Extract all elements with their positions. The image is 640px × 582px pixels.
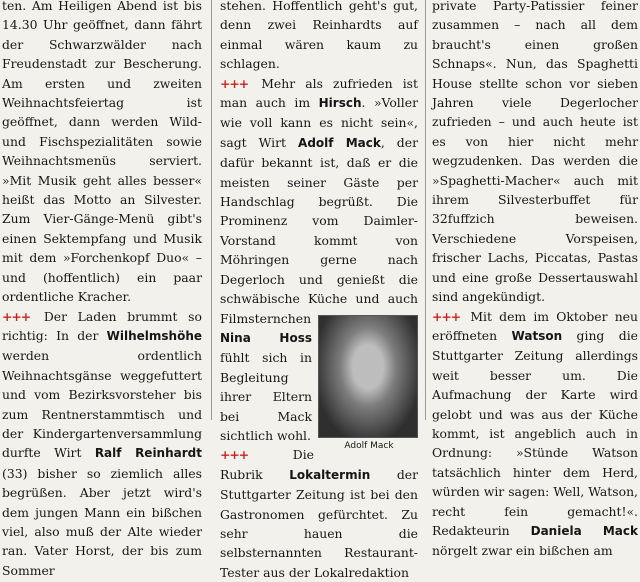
- restaurant-name: Wilhelmshöhe: [106, 328, 202, 343]
- red-marker: +++: [2, 308, 31, 324]
- column-1: [2, 0, 202, 580]
- photo-caption: Adolf Mack: [344, 440, 394, 451]
- column-rule-left: [211, 0, 212, 420]
- column-2: [220, 0, 418, 582]
- paragraph-reinhardts: stehen. Hoffentlich geht's gut, denn zwei Reinhardts auf einmal wären kaum zu schlagen.: [220, 0, 418, 72]
- person-name: Daniela Mack: [530, 523, 638, 538]
- red-marker: +++: [220, 447, 249, 463]
- rubric-name: Lokaltermin: [289, 467, 371, 482]
- paragraph-forchenkopf: ten. Am Heiligen Abend ist bis 14.30 Uhr geöffnet, dann fährt der Schwarzwälder nach Freudenstadt zur Bescherung. Am ersten und zweiten Weihnachtsfeiertag ist geöffnet, dann werden Wild- und Fischspezialitäten sowie Weihnachtsmenüs serviert. »Mit Musik geht alles besser« heißt das Motto an Silvester. Zum Vier-Gänge-Menü gibt's einen Sektempfang und Musik mit dem »Forchenkopf Duo« – und (hoffentlich) ein paar ordentliche Kracher.: [2, 0, 202, 305]
- paragraph-hirsch: +++ Mehr als zufrieden ist man auch im Hirsch. »Voller wie voll kann es nicht sein«, sagt Wirt Adolf Mack, der dafür bekannt ist, daß er die meisten seiner Gäste per Handschlag begrüßt. Die Prominenz vom Daimler-Vorstand kommt von Möhringen gerne nach Degerloch und genießt die schwäbische Küche und auch Filmsternchen Adolf Mack Nina Hoss fühlt sich in Begleitung ihrer Eltern bei Mack sichtlich wohl.: [220, 75, 418, 451]
- paragraph-watson: +++ Mit dem im Oktober neu eröffneten Watson ging die Stuttgarter Zeitung allerdings weit besser um. Die Aufmachung der Karte wird gelobt und was aus der Küche kommt, ist angeblich auch in Ordnung: »Stünde Watson tatsächlich hinter dem Herd, würden wir sagen: Well, Watson, recht fein gemacht!«. Redakteurin Daniela Mack nörgelt zwar ein bißchen am: [432, 308, 638, 559]
- portrait-photo: [318, 315, 418, 438]
- person-name: Ralf Reinhardt: [94, 446, 202, 461]
- paragraph-lokaltermin: +++ Die Rubrik Lokaltermin der Stuttgarter Zeitung ist bei den Gastronomen gefürchtet. Zu sehr hauen die selbsternannten Restaurant-Tester aus der Lokalredaktion: [220, 447, 418, 580]
- restaurant-name: Watson: [511, 328, 563, 343]
- paragraph-spaghetti-house: private Party-Patissier feiner zusammen – nach all dem braucht's einen großen Schnaps«. Nun, das Spaghetti House stellte schon vor sieben Jahren viele Degerlocher zufrieden – und auch heute ist es von hier nicht mehr wegzudenken. Das werden die »Spaghetti-Macher« auch mit ihrem Silvesterbuffet für 32fuffzich beweisen. Verschiedene Vorspeisen, frischer Lachs, Piccatas, Pastas und eine große Dessertauswahl sind angekündigt.: [432, 0, 638, 305]
- restaurant-name: Hirsch: [318, 96, 362, 111]
- paragraph-wilhelmshoehe: +++ Der Laden brummt so richtig: In der Wilhelmshöhe werden ordentlich Weihnachtsgänse weggefuttert und vom Bezirksvorsteher bis zum Rentnerstammtisch und der Kindergartenversammlung durfte Wirt Ralf Reinhardt (33) bisher so ziemlich alles begrüßen. Aber jetzt wird's dem jungen Mann ein bißchen viel, also muß der Alte wieder ran. Vater Horst, der bis zum Sommer: [2, 308, 202, 578]
- column-3: [432, 0, 638, 561]
- column-rule-right: [425, 0, 426, 420]
- person-name: Adolf Mack: [298, 135, 381, 150]
- person-name: Nina Hoss: [220, 330, 312, 345]
- red-marker: +++: [432, 308, 461, 324]
- red-marker: +++: [220, 75, 249, 91]
